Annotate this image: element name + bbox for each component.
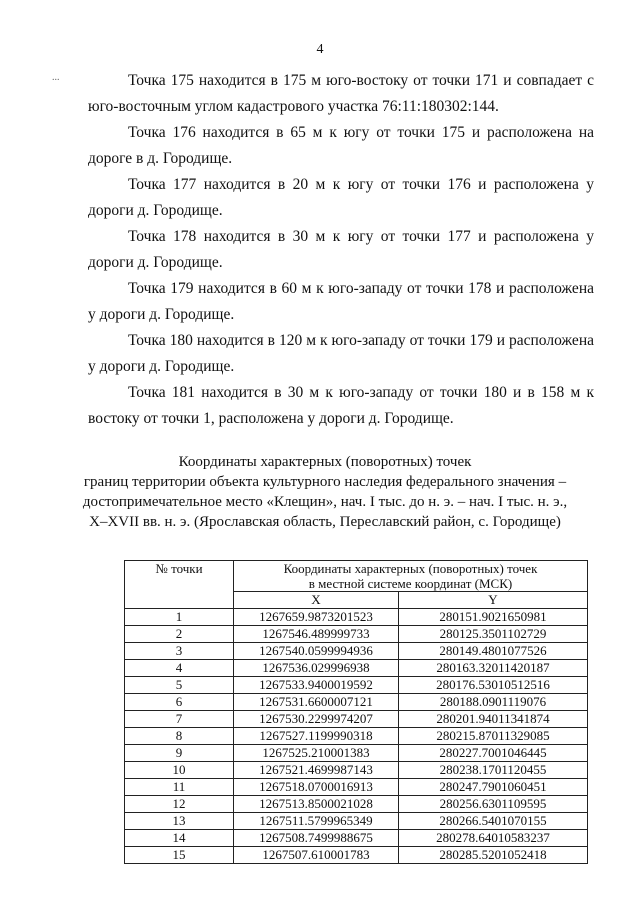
cell-point-number: 5 (125, 677, 234, 694)
header-coordinates-line1: Координаты характерных (поворотных) точек (283, 561, 538, 576)
cell-x: 1267507.610001783 (234, 847, 399, 864)
paragraph-point-179: Точка 179 находится в 60 м к юго-западу от точки 178 и расположена у дороги д. Городище. (88, 280, 594, 323)
table-heading (60, 452, 590, 532)
cell-y: 280266.5401070155 (399, 813, 588, 830)
cell-y: 280149.4801077526 (399, 643, 588, 660)
header-y: Y (399, 592, 588, 609)
cell-point-number: 11 (125, 779, 234, 796)
heading-line: достопримечательное место «Клещин», нач. I тыс. до н. э. – нач. I тыс. н. э., (82, 494, 568, 510)
cell-point-number: 15 (125, 847, 234, 864)
cell-x: 1267527.1199990318 (234, 728, 399, 745)
header-x: X (234, 592, 399, 609)
cell-point-number: 13 (125, 813, 234, 830)
cell-y: 280188.0901119076 (399, 694, 588, 711)
table-row (125, 643, 588, 660)
table-row (125, 762, 588, 779)
table-row (125, 626, 588, 643)
cell-y: 280163.32011420187 (399, 660, 588, 677)
cell-x: 1267531.6600007121 (234, 694, 399, 711)
body-text (88, 68, 594, 432)
cell-x: 1267546.489999733 (234, 626, 399, 643)
cell-x: 1267536.029996938 (234, 660, 399, 677)
cell-point-number: 3 (125, 643, 234, 660)
table-row (125, 660, 588, 677)
paragraph-point-177: Точка 177 находится в 20 м к югу от точки 176 и расположена у дороги д. Городище. (88, 176, 594, 219)
page-number: 4 (316, 42, 324, 57)
paragraph-point-175: Точка 175 находится в 175 м юго-востоку от точки 171 и совпадает с юго-восточным углом кадастрового участка 76:11:180302:144. (88, 72, 594, 115)
cell-y: 280125.3501102729 (399, 626, 588, 643)
heading-line: границ территории объекта культурного наследия федерального значения – (83, 474, 567, 490)
cell-point-number: 8 (125, 728, 234, 745)
cell-x: 1267533.9400019592 (234, 677, 399, 694)
paragraph-point-178: Точка 178 находится в 30 м к югу от точки 177 и расположена у дороги д. Городище. (88, 228, 594, 271)
cell-point-number: 6 (125, 694, 234, 711)
table-row (125, 609, 588, 626)
paragraph-point-180: Точка 180 находится в 120 м к юго-западу от точки 179 и расположена у дороги д. Городище. (88, 332, 594, 375)
cell-x: 1267659.9873201523 (234, 609, 399, 626)
table-row (125, 677, 588, 694)
paragraph-point-176: Точка 176 находится в 65 м к югу от точки 175 и расположена на дороге в д. Городище. (88, 124, 594, 167)
table-row (125, 728, 588, 745)
cell-x: 1267511.5799965349 (234, 813, 399, 830)
cell-point-number: 14 (125, 830, 234, 847)
cell-x: 1267530.2299974207 (234, 711, 399, 728)
cell-x: 1267540.0599994936 (234, 643, 399, 660)
table-row (125, 779, 588, 796)
table-row (125, 813, 588, 830)
coordinates-table (124, 560, 588, 864)
cell-point-number: 9 (125, 745, 234, 762)
heading-line: Координаты характерных (поворотных) точек (178, 454, 472, 470)
table-body (125, 609, 588, 864)
table-row (125, 796, 588, 813)
heading-line: X–XVII вв. н. э. (Ярославская область, Переславский район, с. Городище) (89, 514, 561, 530)
cell-y: 280215.87011329085 (399, 728, 588, 745)
table-row (125, 847, 588, 864)
cell-point-number: 7 (125, 711, 234, 728)
cell-y: 280201.94011341874 (399, 711, 588, 728)
cell-y: 280227.7001046445 (399, 745, 588, 762)
cell-y: 280256.6301109595 (399, 796, 588, 813)
margin-mark: ... (52, 72, 60, 83)
cell-x: 1267513.8500021028 (234, 796, 399, 813)
table-row (125, 694, 588, 711)
cell-y: 280247.7901060451 (399, 779, 588, 796)
cell-y: 280238.1701120455 (399, 762, 588, 779)
paragraph-point-181: Точка 181 находится в 30 м к юго-западу от точки 180 и в 158 м к востоку от точки 1, расположена у дороги д. Городище. (88, 384, 594, 427)
cell-y: 280278.64010583237 (399, 830, 588, 847)
header-coordinates (234, 561, 588, 592)
cell-y: 280151.9021650981 (399, 609, 588, 626)
cell-y: 280285.5201052418 (399, 847, 588, 864)
cell-point-number: 4 (125, 660, 234, 677)
cell-y: 280176.53010512516 (399, 677, 588, 694)
table-row (125, 830, 588, 847)
header-coordinates-line2: в местной системе координат (МСК) (308, 576, 513, 591)
cell-x: 1267518.0700016913 (234, 779, 399, 796)
cell-point-number: 10 (125, 762, 234, 779)
table-row (125, 745, 588, 762)
cell-point-number: 12 (125, 796, 234, 813)
header-point-number: № точки (125, 561, 234, 609)
cell-point-number: 2 (125, 626, 234, 643)
table-row (125, 711, 588, 728)
cell-x: 1267525.210001383 (234, 745, 399, 762)
cell-point-number: 1 (125, 609, 234, 626)
cell-x: 1267521.4699987143 (234, 762, 399, 779)
cell-x: 1267508.7499988675 (234, 830, 399, 847)
